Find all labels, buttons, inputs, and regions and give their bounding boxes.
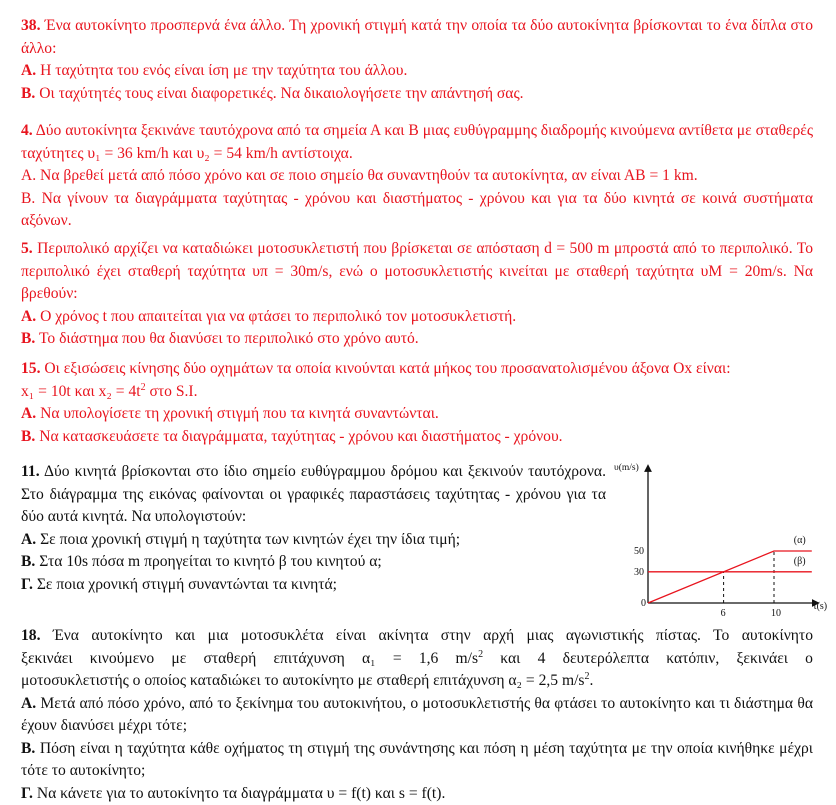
exponent: 2 (584, 670, 590, 682)
stem-text: μοτοσυκλετιστής ο οποίος καταδιώκει το αυτοκίνητο με σταθερή επιτάχυνση α₂ = 2,5 m/s (21, 672, 585, 689)
option-a: Σε ποια χρονική στιγμή η ταχύτητα των κινητών έχει την ίδια τιμή; (40, 530, 461, 548)
question-number: 5. (21, 240, 33, 257)
equations-text: x₁ = 10t και x₂ = 4t (21, 382, 141, 400)
option-b: Β. Να γίνουν τα διαγράμματα ταχύτητας - χρόνου και διαστήματος - χρόνου και για τα δύο κινητά σε κοινά συστήματα αξόνων. (21, 189, 813, 229)
option-a: Ο χρόνος t που απαιτείται για να φτάσει το περιπολικό τον μοτοσυκλετιστή. (40, 307, 517, 325)
option-label-a: Α. (21, 405, 37, 422)
x-axis-label: t(s) (813, 601, 828, 612)
y-axis-label: υ(m/s) (614, 463, 639, 473)
option-label-a: Α. (21, 307, 37, 325)
option-a: Η ταχύτητα του ενός είναι ίση με την ταχύτητα του άλλου. (40, 62, 408, 79)
option-label-b: Β. (21, 739, 36, 757)
option-b: Το διάστημα που θα διανύσει το περιπολικό στο χρόνο αυτό. (38, 330, 419, 347)
question-number: 4. (21, 122, 33, 139)
question-number: 15. (21, 360, 41, 377)
question-4 (21, 120, 813, 233)
option-label-b: Β. (21, 84, 36, 102)
option-b: Οι ταχύτητές τους είναι διαφορετικές. Να δικαιολογήσετε την απάντησή σας. (39, 84, 524, 102)
question-stem: Περιπολικό αρχίζει να καταδιώκει μοτοσυκλετιστή που βρίσκεται σε απόσταση d = 500 m μπροστά από το περιπολικό. Το περιπολικό έχει σταθερή ταχύτητα υπ = 30m/s, ενώ ο μοτοσυκλετιστής κινείται με σταθερή ταχύτητα υΜ = 20m/s. Να βρεθούν: (21, 240, 813, 302)
x-tick-label: 10 (771, 608, 781, 619)
option-b: Στα 10s πόσα m προηγείται το κινητό β του κινητού α; (39, 553, 382, 570)
origin-label: 0 (641, 598, 646, 609)
question-stem-line-1: Ένα αυτοκίνητο και μια μοτοσυκλέτα είναι ακίνητα στην αρχή μιας αγωνιστικής πίστας. Το αυτοκίνητο (52, 627, 813, 644)
question-stem-line-3 (21, 670, 813, 693)
option-b: Πόση είναι η ταχύτητα κάθε οχήματος τη στιγμή της συνάντησης και πόση η μέση ταχύτητα με την οποία κινήθηκε μέχρι τότε το αυτοκίνητο; (21, 739, 813, 779)
question-number: 18. (21, 627, 41, 644)
stem-text: . (589, 672, 594, 689)
exponent: 2 (478, 648, 484, 660)
option-c: Να κάνετε για το αυτοκίνητο τα διαγράμματα υ = f(t) και s = f(t). (36, 784, 446, 802)
chart-guides (724, 551, 774, 603)
series-label: (α) (793, 535, 806, 546)
equations-units: στο S.I. (145, 382, 198, 400)
y-tick-label: 50 (634, 546, 644, 557)
option-label-a: Α. (21, 530, 37, 548)
stem-text: ξεκινάει κινούμενο με σταθερή επιτάχυνση α₁ = 1,6 m/s (21, 649, 479, 667)
option-label-c: Γ. (21, 784, 33, 802)
question-stem-line-2 (21, 648, 813, 671)
option-label-b: Β. (21, 330, 36, 347)
option-label-a: Α. (21, 62, 37, 79)
option-label-c: Γ. (21, 575, 33, 593)
option-label-b: Β. (21, 553, 36, 570)
series-line-alpha (648, 551, 812, 603)
exponent: 2 (140, 381, 146, 393)
chart-labels (614, 462, 827, 619)
question-stem: Ένα αυτοκίνητο προσπερνά ένα άλλο. Τη χρονική στιγμή κατά την οποία τα δύο αυτοκίνητα βρίσκονται το ένα δίπλα στο άλλο: (21, 17, 813, 57)
question-stem: Δύο κινητά βρίσκονται στο ίδιο σημείο ευθύγραμμου δρόμου και ξεκινούν ταυτόχρονα. Στο διάγραμμα της εικόνας φαίνονται οι γραφικές παραστάσεις ταχύτητας - χρόνου για τα δύο αυτά κινητά. Να υπολογιστούν: (21, 463, 606, 525)
chart-series (648, 551, 812, 603)
velocity-time-graph (612, 458, 828, 619)
x-tick-label: 6 (720, 608, 726, 619)
stem-text: και 4 δευτερόλεπτα κατόπιν, ξεκινάει ο (483, 649, 813, 667)
equations-line (21, 381, 813, 404)
question-15 (21, 358, 813, 448)
question-5 (21, 238, 813, 351)
y-tick-label: 30 (634, 566, 644, 578)
option-a: Α. Να βρεθεί μετά από πόσο χρόνο και σε ποιο σημείο θα συναντηθούν τα αυτοκίνητα, αν είναι ΑΒ = 1 km. (21, 167, 698, 184)
question-stem: Δύο αυτοκίνητα ξεκινάνε ταυτόχρονα από τα σημεία Α και Β μιας ευθύγραμμης διαδρομής κινούμενα αντίθετα με σταθερές ταχύτητες υ₁ = 36 km/h και υ₂ = 54 km/h αντίστοιχα. (21, 122, 814, 162)
question-38 (21, 15, 813, 105)
question-stem: Οι εξισώσεις κίνησης δύο οχημάτων τα οποία κινούνται κατά μήκος του προσανατολισμένου άξονα Οx είναι: (44, 360, 731, 377)
question-11 (21, 461, 606, 596)
option-a: Να υπολογίσετε τη χρονική στιγμή που τα κινητά συναντώνται. (40, 405, 439, 422)
option-label-a: Α. (21, 694, 37, 712)
series-label: (β) (793, 555, 806, 567)
question-number: 11. (21, 463, 40, 480)
option-b: Να κατασκευάσετε τα διαγράμματα, ταχύτητας - χρόνου και διαστήματος - χρόνου. (39, 427, 563, 445)
question-18 (21, 625, 813, 805)
option-a: Μετά από πόσο χρόνο, από το ξεκίνημα του αυτοκινήτου, ο μοτοσυκλετιστής θα φτάσει το αυτοκίνητο και τι διάστημα θα έχουν διανύσει μέχρι τότε; (21, 694, 813, 734)
chart-axes (648, 468, 816, 603)
option-c: Σε ποια χρονική στιγμή συναντώνται τα κινητά; (36, 575, 338, 593)
option-label-b: Β. (21, 427, 36, 445)
question-number: 38. (21, 17, 41, 34)
